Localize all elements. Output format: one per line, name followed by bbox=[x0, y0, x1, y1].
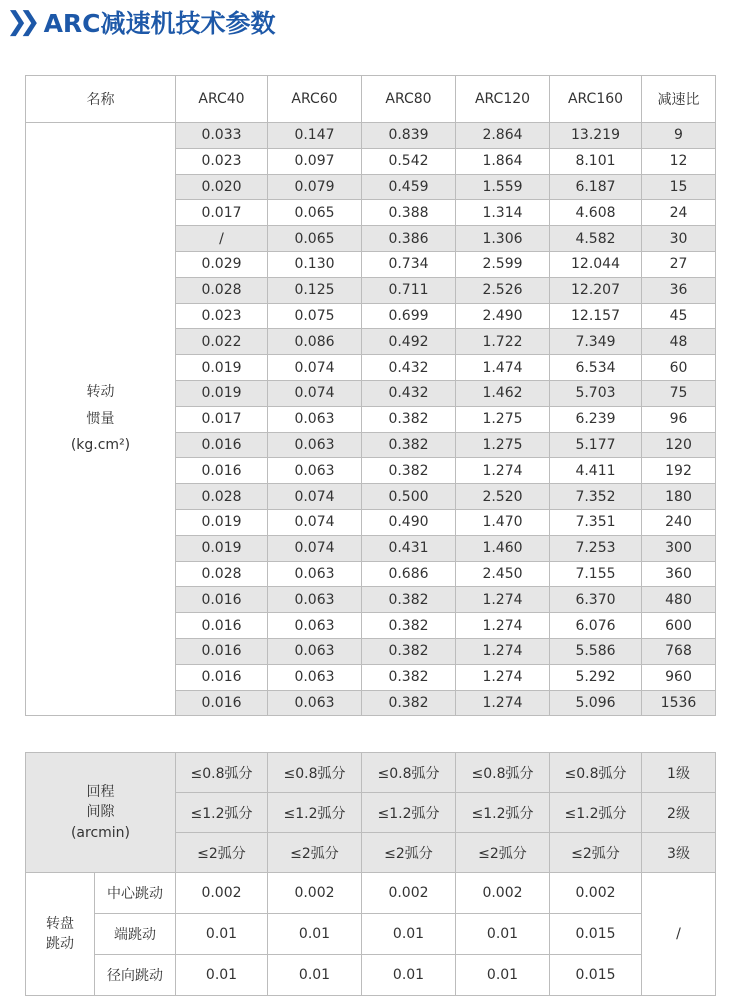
table-cell: 0.063 bbox=[268, 561, 362, 587]
table-cell: 5.703 bbox=[550, 380, 642, 406]
table-cell: 0.019 bbox=[176, 509, 268, 535]
ratio-cell: 1536 bbox=[642, 690, 716, 716]
ratio-cell: 15 bbox=[642, 174, 716, 200]
table-cell: 0.074 bbox=[268, 380, 362, 406]
table-cell: 1.460 bbox=[456, 535, 550, 561]
table-cell: 6.187 bbox=[550, 174, 642, 200]
table-cell: 0.015 bbox=[550, 955, 642, 996]
table-cell: ≤1.2弧分 bbox=[550, 793, 642, 833]
table-cell: 0.002 bbox=[362, 873, 456, 914]
table-cell: 0.382 bbox=[362, 664, 456, 690]
grade-cell: 2级 bbox=[642, 793, 716, 833]
table-cell: 0.492 bbox=[362, 329, 456, 355]
table-cell: 1.470 bbox=[456, 509, 550, 535]
table-cell: 7.352 bbox=[550, 484, 642, 510]
table-cell: 2.490 bbox=[456, 303, 550, 329]
backlash-runout-table bbox=[25, 752, 716, 996]
table-cell: 0.029 bbox=[176, 251, 268, 277]
runout-label bbox=[26, 873, 95, 996]
table-cell: 0.459 bbox=[362, 174, 456, 200]
table-cell: ≤0.8弧分 bbox=[456, 753, 550, 793]
table-cell: 0.01 bbox=[268, 914, 362, 955]
table-cell: 5.586 bbox=[550, 638, 642, 664]
table-cell: 1.722 bbox=[456, 329, 550, 355]
table-cell: ≤2弧分 bbox=[550, 833, 642, 873]
table-cell: 12.157 bbox=[550, 303, 642, 329]
table-cell: 1.314 bbox=[456, 200, 550, 226]
table-cell: 0.016 bbox=[176, 690, 268, 716]
table-cell: 1.274 bbox=[456, 690, 550, 716]
label-line: 跳动 bbox=[46, 936, 74, 952]
table-cell: 0.01 bbox=[268, 955, 362, 996]
ratio-cell: 360 bbox=[642, 561, 716, 587]
ratio-cell: 768 bbox=[642, 638, 716, 664]
label-line: (kg.cm²) bbox=[70, 437, 131, 454]
table-cell: ≤2弧分 bbox=[176, 833, 268, 873]
table-cell: 0.431 bbox=[362, 535, 456, 561]
page-title: ARC减速机技术参数 bbox=[43, 9, 276, 38]
ratio-cell: 27 bbox=[642, 251, 716, 277]
table-cell: 0.023 bbox=[176, 148, 268, 174]
ratio-cell: 96 bbox=[642, 406, 716, 432]
table-cell: 1.274 bbox=[456, 638, 550, 664]
table-row bbox=[26, 914, 716, 955]
table-row bbox=[26, 873, 716, 914]
table-cell: 1.864 bbox=[456, 148, 550, 174]
table-cell: 1.274 bbox=[456, 458, 550, 484]
runout-ratio-cell: / bbox=[642, 873, 716, 996]
table-cell: 0.382 bbox=[362, 587, 456, 613]
table-cell: ≤0.8弧分 bbox=[362, 753, 456, 793]
table-cell: 0.075 bbox=[268, 303, 362, 329]
table-cell: 0.019 bbox=[176, 380, 268, 406]
table-cell: 6.239 bbox=[550, 406, 642, 432]
table-cell: 0.063 bbox=[268, 587, 362, 613]
table-row bbox=[26, 955, 716, 996]
table-cell: 0.002 bbox=[268, 873, 362, 914]
table-cell: 0.074 bbox=[268, 355, 362, 381]
header-cell: ARC40 bbox=[176, 76, 268, 123]
table-cell: 0.734 bbox=[362, 251, 456, 277]
label-line: 转动 bbox=[86, 384, 115, 401]
table-cell: ≤1.2弧分 bbox=[268, 793, 362, 833]
table-cell: 7.253 bbox=[550, 535, 642, 561]
ratio-cell: 300 bbox=[642, 535, 716, 561]
table-cell: 0.130 bbox=[268, 251, 362, 277]
table-cell: 6.370 bbox=[550, 587, 642, 613]
table-cell: 0.065 bbox=[268, 200, 362, 226]
table-cell: 0.065 bbox=[268, 226, 362, 252]
table-cell: 1.274 bbox=[456, 664, 550, 690]
table-cell: 1.274 bbox=[456, 613, 550, 639]
table-cell: 1.275 bbox=[456, 432, 550, 458]
table-cell: 13.219 bbox=[550, 123, 642, 149]
table-cell: 0.016 bbox=[176, 613, 268, 639]
table-cell: 0.147 bbox=[268, 123, 362, 149]
table-cell: 7.349 bbox=[550, 329, 642, 355]
table-cell: 0.490 bbox=[362, 509, 456, 535]
table-cell: 0.017 bbox=[176, 200, 268, 226]
table-cell: 6.534 bbox=[550, 355, 642, 381]
table-cell: 0.01 bbox=[456, 914, 550, 955]
header-cell: ARC80 bbox=[362, 76, 456, 123]
table-cell: 8.101 bbox=[550, 148, 642, 174]
table-cell: 0.382 bbox=[362, 432, 456, 458]
table-cell: 0.432 bbox=[362, 355, 456, 381]
ratio-cell: 600 bbox=[642, 613, 716, 639]
table-cell: 0.686 bbox=[362, 561, 456, 587]
table-cell: 0.022 bbox=[176, 329, 268, 355]
header-cell: ARC60 bbox=[268, 76, 362, 123]
table-cell: 4.582 bbox=[550, 226, 642, 252]
table-cell: 0.017 bbox=[176, 406, 268, 432]
table-cell: 0.016 bbox=[176, 432, 268, 458]
table-cell: 1.474 bbox=[456, 355, 550, 381]
table-cell: 0.063 bbox=[268, 432, 362, 458]
ratio-cell: 480 bbox=[642, 587, 716, 613]
table-cell: 0.063 bbox=[268, 406, 362, 432]
header-cell: 减速比 bbox=[642, 76, 716, 123]
table-cell: 2.520 bbox=[456, 484, 550, 510]
table-cell: ≤1.2弧分 bbox=[456, 793, 550, 833]
table-cell: 0.020 bbox=[176, 174, 268, 200]
ratio-cell: 9 bbox=[642, 123, 716, 149]
ratio-cell: 48 bbox=[642, 329, 716, 355]
table-cell: 2.450 bbox=[456, 561, 550, 587]
ratio-cell: 30 bbox=[642, 226, 716, 252]
table-cell: 0.016 bbox=[176, 638, 268, 664]
table-cell: ≤2弧分 bbox=[268, 833, 362, 873]
table-cell: / bbox=[176, 226, 268, 252]
runout-name-cell: 中心跳动 bbox=[95, 873, 176, 914]
ratio-cell: 192 bbox=[642, 458, 716, 484]
table-cell: 0.01 bbox=[362, 914, 456, 955]
table-cell: 0.125 bbox=[268, 277, 362, 303]
table-cell: 0.002 bbox=[456, 873, 550, 914]
ratio-cell: 12 bbox=[642, 148, 716, 174]
runout-name-cell: 端跳动 bbox=[95, 914, 176, 955]
table-cell: 1.306 bbox=[456, 226, 550, 252]
table-cell: 0.388 bbox=[362, 200, 456, 226]
table-cell: 0.382 bbox=[362, 613, 456, 639]
table-cell: 0.386 bbox=[362, 226, 456, 252]
table-cell: 7.155 bbox=[550, 561, 642, 587]
table-cell: 0.074 bbox=[268, 509, 362, 535]
table-cell: 6.076 bbox=[550, 613, 642, 639]
table-cell: ≤2弧分 bbox=[362, 833, 456, 873]
table-cell: 0.028 bbox=[176, 484, 268, 510]
table-cell: 0.019 bbox=[176, 355, 268, 381]
table-cell: 0.063 bbox=[268, 638, 362, 664]
table-cell: 0.382 bbox=[362, 638, 456, 664]
label-line: (arcmin) bbox=[70, 824, 131, 841]
table-cell: 0.839 bbox=[362, 123, 456, 149]
table-cell: 0.002 bbox=[176, 873, 268, 914]
table-row bbox=[26, 123, 716, 149]
table-cell: 2.864 bbox=[456, 123, 550, 149]
table-cell: 0.079 bbox=[268, 174, 362, 200]
table-cell: 0.063 bbox=[268, 458, 362, 484]
table-cell: 5.292 bbox=[550, 664, 642, 690]
table-cell: ≤0.8弧分 bbox=[268, 753, 362, 793]
table-cell: ≤1.2弧分 bbox=[176, 793, 268, 833]
ratio-cell: 45 bbox=[642, 303, 716, 329]
table-cell: 2.599 bbox=[456, 251, 550, 277]
table-cell: 0.015 bbox=[550, 914, 642, 955]
table-cell: 1.462 bbox=[456, 380, 550, 406]
table-cell: ≤0.8弧分 bbox=[550, 753, 642, 793]
table-cell: 1.559 bbox=[456, 174, 550, 200]
table-header-row bbox=[26, 76, 716, 123]
ratio-cell: 60 bbox=[642, 355, 716, 381]
table-cell: 0.382 bbox=[362, 458, 456, 484]
header-cell: 名称 bbox=[26, 76, 176, 123]
table-cell: 0.01 bbox=[176, 955, 268, 996]
label-line: 回程 bbox=[86, 784, 115, 801]
table-cell: 0.097 bbox=[268, 148, 362, 174]
table-cell: 0.500 bbox=[362, 484, 456, 510]
table-cell: 0.074 bbox=[268, 484, 362, 510]
table-cell: 0.033 bbox=[176, 123, 268, 149]
ratio-cell: 36 bbox=[642, 277, 716, 303]
table-cell: 1.274 bbox=[456, 587, 550, 613]
table-cell: 0.063 bbox=[268, 664, 362, 690]
table-cell: 0.016 bbox=[176, 587, 268, 613]
table-cell: 0.382 bbox=[362, 690, 456, 716]
table-cell: 0.002 bbox=[550, 873, 642, 914]
table-cell: 2.526 bbox=[456, 277, 550, 303]
table-cell: ≤1.2弧分 bbox=[362, 793, 456, 833]
ratio-cell: 960 bbox=[642, 664, 716, 690]
table-cell: 0.432 bbox=[362, 380, 456, 406]
header-cell: ARC160 bbox=[550, 76, 642, 123]
table-cell: 0.028 bbox=[176, 277, 268, 303]
backlash-label bbox=[26, 753, 176, 873]
table-cell: 4.411 bbox=[550, 458, 642, 484]
double-chevron-right-icon: ❯❯ bbox=[6, 7, 32, 37]
table-cell: 1.275 bbox=[456, 406, 550, 432]
label-line: 惯量 bbox=[86, 410, 115, 427]
table-cell: 0.542 bbox=[362, 148, 456, 174]
table-cell: 0.063 bbox=[268, 690, 362, 716]
ratio-cell: 75 bbox=[642, 380, 716, 406]
grade-cell: 3级 bbox=[642, 833, 716, 873]
table-cell: 5.177 bbox=[550, 432, 642, 458]
table-cell: 0.711 bbox=[362, 277, 456, 303]
page-heading bbox=[6, 5, 276, 39]
table-row bbox=[26, 753, 716, 793]
table-cell: 5.096 bbox=[550, 690, 642, 716]
table-cell: 12.044 bbox=[550, 251, 642, 277]
table-cell: ≤0.8弧分 bbox=[176, 753, 268, 793]
ratio-cell: 240 bbox=[642, 509, 716, 535]
grade-cell: 1级 bbox=[642, 753, 716, 793]
table-cell: 4.608 bbox=[550, 200, 642, 226]
ratio-cell: 180 bbox=[642, 484, 716, 510]
table-cell: 0.01 bbox=[456, 955, 550, 996]
header-cell: ARC120 bbox=[456, 76, 550, 123]
label-line: 转盘 bbox=[46, 915, 74, 932]
label-line: 间隙 bbox=[86, 804, 115, 821]
runout-name-cell: 径向跳动 bbox=[95, 955, 176, 996]
inertia-table bbox=[25, 75, 716, 716]
table-cell: 12.207 bbox=[550, 277, 642, 303]
inertia-label bbox=[26, 123, 176, 716]
table-cell: 0.019 bbox=[176, 535, 268, 561]
table-cell: 0.086 bbox=[268, 329, 362, 355]
table-cell: 0.01 bbox=[176, 914, 268, 955]
table-cell: 0.074 bbox=[268, 535, 362, 561]
ratio-cell: 24 bbox=[642, 200, 716, 226]
table-cell: ≤2弧分 bbox=[456, 833, 550, 873]
table-cell: 0.028 bbox=[176, 561, 268, 587]
table-cell: 0.01 bbox=[362, 955, 456, 996]
table-cell: 0.699 bbox=[362, 303, 456, 329]
table-cell: 0.382 bbox=[362, 406, 456, 432]
table-cell: 7.351 bbox=[550, 509, 642, 535]
ratio-cell: 120 bbox=[642, 432, 716, 458]
table-cell: 0.016 bbox=[176, 664, 268, 690]
table-cell: 0.016 bbox=[176, 458, 268, 484]
table-cell: 0.023 bbox=[176, 303, 268, 329]
table-cell: 0.063 bbox=[268, 613, 362, 639]
